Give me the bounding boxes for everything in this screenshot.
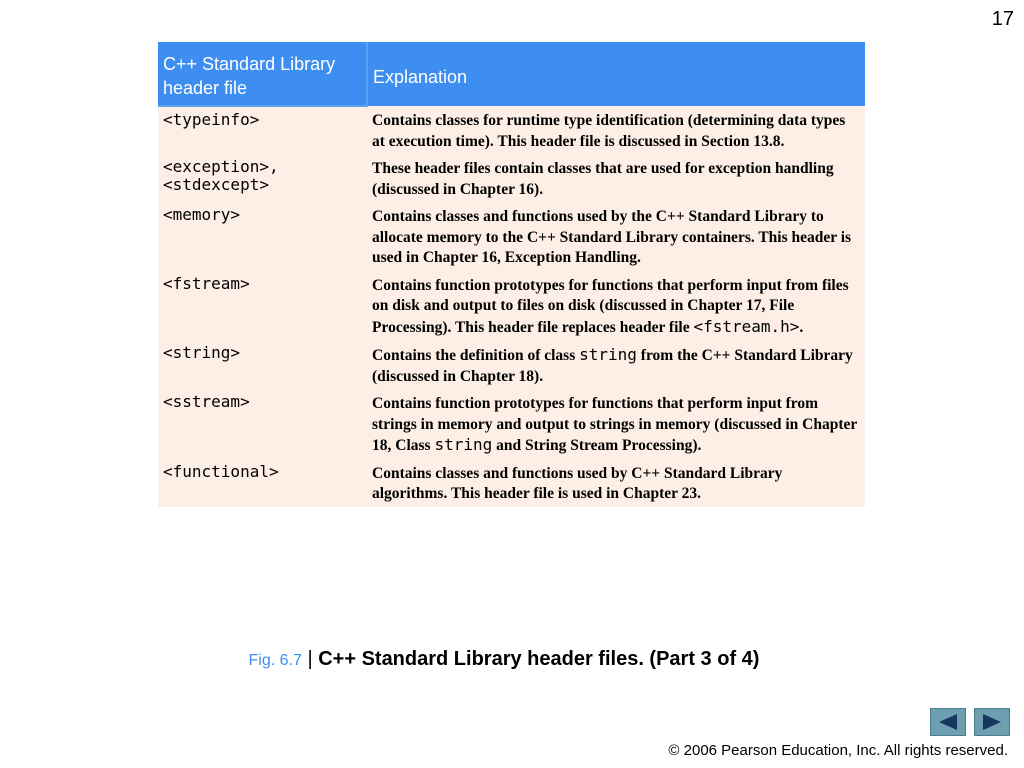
- inline-code: string: [579, 345, 637, 364]
- header-file-cell: <fstream>: [158, 271, 367, 341]
- copyright-notice: © 2006 Pearson Education, Inc. All rights reserved.: [668, 742, 1008, 759]
- explanation-text: Contains classes and functions used by the C++ Standard Library to allocate memory to the C++ Standard Library containers. This header is used in Chapter 16, Exception Handling.: [372, 208, 852, 266]
- table-body: [158, 106, 865, 507]
- inline-code: <fstream.h>: [693, 316, 800, 336]
- explanation-cell: [367, 154, 865, 202]
- explanation-cell: [367, 202, 865, 271]
- header-file-cell: <memory>: [158, 202, 367, 271]
- column-header-explanation: Explanation: [367, 42, 865, 106]
- header-file-cell: <string>: [158, 340, 367, 389]
- explanation-text: Contains function prototypes for functions that perform input from files on disk and output to files on disk (discussed in Chapter 17, File Processing). This header file replaces header file: [372, 276, 849, 336]
- table-row: [158, 202, 865, 271]
- table-row: [158, 271, 865, 341]
- table-row: [158, 340, 865, 389]
- table-row: [158, 154, 865, 202]
- table-header-row: [158, 42, 865, 106]
- explanation-cell: [367, 340, 865, 389]
- column-header-file: C++ Standard Library header file: [158, 42, 367, 106]
- page-number: 17: [991, 8, 1014, 30]
- explanation-text: Contains function prototypes for functions that perform input from strings in memory and output to strings in memory (discussed in Chapter 18, Class: [372, 395, 857, 454]
- figure-label: Fig. 6.7: [248, 652, 302, 669]
- slide-navigation: [930, 708, 1010, 736]
- header-file-cell: <sstream>: [158, 389, 367, 459]
- header-file-cell: <functional>: [158, 459, 367, 507]
- explanation-text: Contains the definition of class: [372, 347, 580, 364]
- explanation-text: from the C++ Standard Library (discussed in Chapter 18).: [372, 347, 853, 385]
- explanation-text: and String Stream Processing).: [492, 437, 702, 454]
- explanation-cell: [367, 106, 865, 154]
- explanation-text: .: [799, 318, 804, 336]
- header-file-cell: <exception>, <stdexcept>: [158, 154, 367, 202]
- triangle-left-icon: [937, 713, 959, 731]
- caption-title: C++ Standard Library header files. (Part 3 of 4): [318, 648, 760, 670]
- inline-code: string: [434, 435, 493, 454]
- explanation-text: These header files contain classes that are used for exception handling (discussed in Chapter 16).: [372, 160, 834, 198]
- table-row: [158, 106, 865, 154]
- explanation-text: Contains classes and functions used by C++ Standard Library algorithms. This header file is used in Chapter 23.: [372, 464, 783, 502]
- explanation-cell: [367, 389, 865, 459]
- explanation-cell: [367, 271, 865, 341]
- explanation-text: Contains classes for runtime type identification (determining data types at execution time). This header file is discussed in Section 13.8.: [372, 112, 846, 150]
- previous-slide-button[interactable]: [930, 708, 966, 736]
- table-row: [158, 389, 865, 459]
- caption-separator: |: [301, 648, 319, 670]
- triangle-right-icon: [981, 713, 1003, 731]
- next-slide-button[interactable]: [974, 708, 1010, 736]
- header-file-cell: <typeinfo>: [158, 106, 367, 154]
- figure-caption: [0, 648, 1008, 671]
- explanation-cell: [367, 459, 865, 507]
- header-files-table: [158, 42, 865, 507]
- table-row: [158, 459, 865, 507]
